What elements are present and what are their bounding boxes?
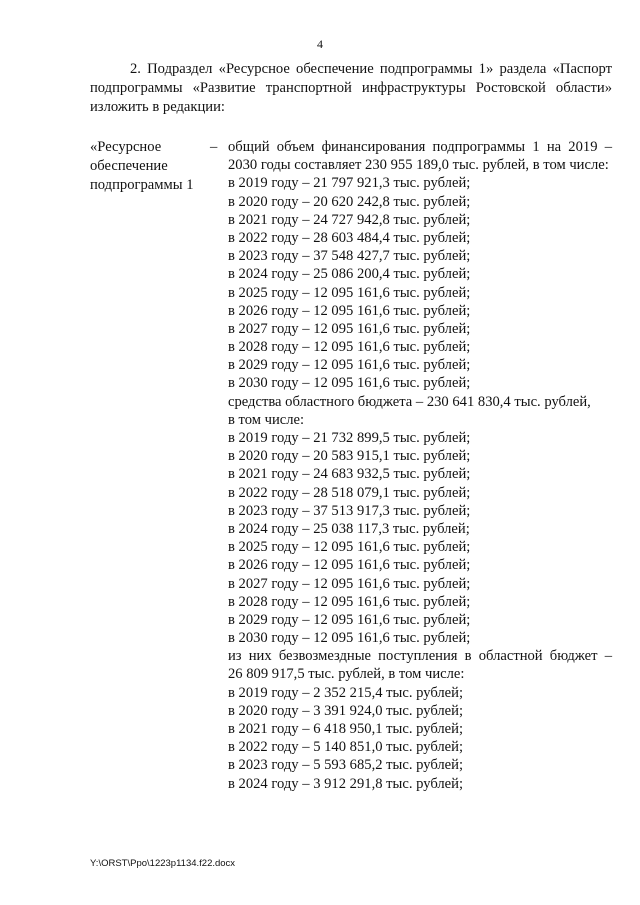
resource-label — [90, 138, 205, 195]
financing-line: в 2019 году – 2 352 215,4 тыс. рублей; — [228, 684, 464, 701]
resource-label-line: обеспечение — [90, 158, 168, 174]
financing-line: в 2019 году – 21 797 921,3 тыс. рублей; — [228, 175, 471, 192]
financing-line: в 2027 году – 12 095 161,6 тыс. рублей; — [228, 320, 471, 337]
financing-line: в 2022 году – 5 140 851,0 тыс. рублей; — [228, 739, 464, 756]
financing-line: 2030 годы составляет 230 955 189,0 тыс. рублей, в том числе: — [228, 157, 609, 174]
financing-line: общий объем финансирования подпрограммы 1 на 2019 – — [228, 139, 612, 155]
financing-line: в 2020 году – 20 620 242,8 тыс. рублей; — [228, 193, 471, 210]
resource-label-line: подпрограммы 1 — [90, 177, 194, 193]
financing-line: в 2021 году – 24 683 932,5 тыс. рублей; — [228, 466, 471, 483]
financing-line: в 2021 году – 24 727 942,8 тыс. рублей; — [228, 211, 471, 228]
financing-line: из них безвозмездные поступления в областной бюджет – — [228, 648, 612, 665]
file-path-footer: Y:\ORST\Ppo\1223p1134.f22.docx — [90, 858, 236, 869]
financing-details — [228, 138, 612, 793]
financing-line: в 2022 году – 28 518 079,1 тыс. рублей; — [228, 484, 471, 501]
financing-line: в 2030 году – 12 095 161,6 тыс. рублей; — [228, 630, 471, 647]
financing-line: в 2024 году – 25 086 200,4 тыс. рублей; — [228, 266, 471, 283]
resource-label-line: «Ресурсное — [90, 139, 162, 155]
financing-line: в 2020 году – 3 391 924,0 тыс. рублей; — [228, 702, 464, 719]
financing-line: в 2021 году – 6 418 950,1 тыс. рублей; — [228, 721, 464, 737]
financing-line: в 2019 году – 21 732 899,5 тыс. рублей; — [228, 430, 471, 446]
financing-line: в 2026 году – 12 095 161,6 тыс. рублей; — [228, 302, 471, 319]
financing-line: в 2025 году – 12 095 161,6 тыс. рублей; — [228, 539, 471, 556]
financing-line: в том числе: — [228, 411, 305, 428]
intro-paragraph: 2. Подраздел «Ресурсное обеспечение подпрограммы 1» раздела «Паспорт подпрограммы «Развитие транспортной инфраструктуры Ростовской области» изложить в редакции: — [90, 61, 612, 115]
financing-line: в 2027 году – 12 095 161,6 тыс. рублей; — [228, 575, 471, 592]
financing-line: 26 809 917,5 тыс. рублей, в том числе: — [228, 666, 465, 683]
financing-line: в 2030 году – 12 095 161,6 тыс. рублей; — [228, 375, 471, 392]
financing-line: в 2024 году – 25 038 117,3 тыс. рублей; — [228, 520, 470, 537]
financing-line: в 2024 году – 3 912 291,8 тыс. рублей; — [228, 775, 464, 792]
financing-line: в 2020 году – 20 583 915,1 тыс. рублей; — [228, 448, 471, 465]
label-dash: – — [210, 139, 218, 155]
financing-line: в 2022 году – 28 603 484,4 тыс. рублей; — [228, 229, 471, 246]
financing-line: средства областного бюджета – 230 641 830,4 тыс. рублей, — [228, 393, 591, 410]
financing-line: в 2029 году – 12 095 161,6 тыс. рублей; — [228, 357, 471, 374]
financing-line: в 2023 году – 37 548 427,7 тыс. рублей; — [228, 248, 471, 265]
financing-line: в 2025 году – 12 095 161,6 тыс. рублей; — [228, 284, 471, 301]
financing-line: в 2026 году – 12 095 161,6 тыс. рублей; — [228, 557, 471, 574]
financing-line: в 2023 году – 37 513 917,3 тыс. рублей; — [228, 502, 471, 519]
financing-line: в 2023 году – 5 593 685,2 тыс. рублей; — [228, 757, 464, 774]
financing-line: в 2029 году – 12 095 161,6 тыс. рублей; — [228, 611, 471, 628]
page-number: 4 — [317, 37, 323, 51]
financing-line: в 2028 году – 12 095 161,6 тыс. рублей; — [228, 593, 471, 610]
financing-line: в 2028 году – 12 095 161,6 тыс. рублей; — [228, 339, 471, 356]
